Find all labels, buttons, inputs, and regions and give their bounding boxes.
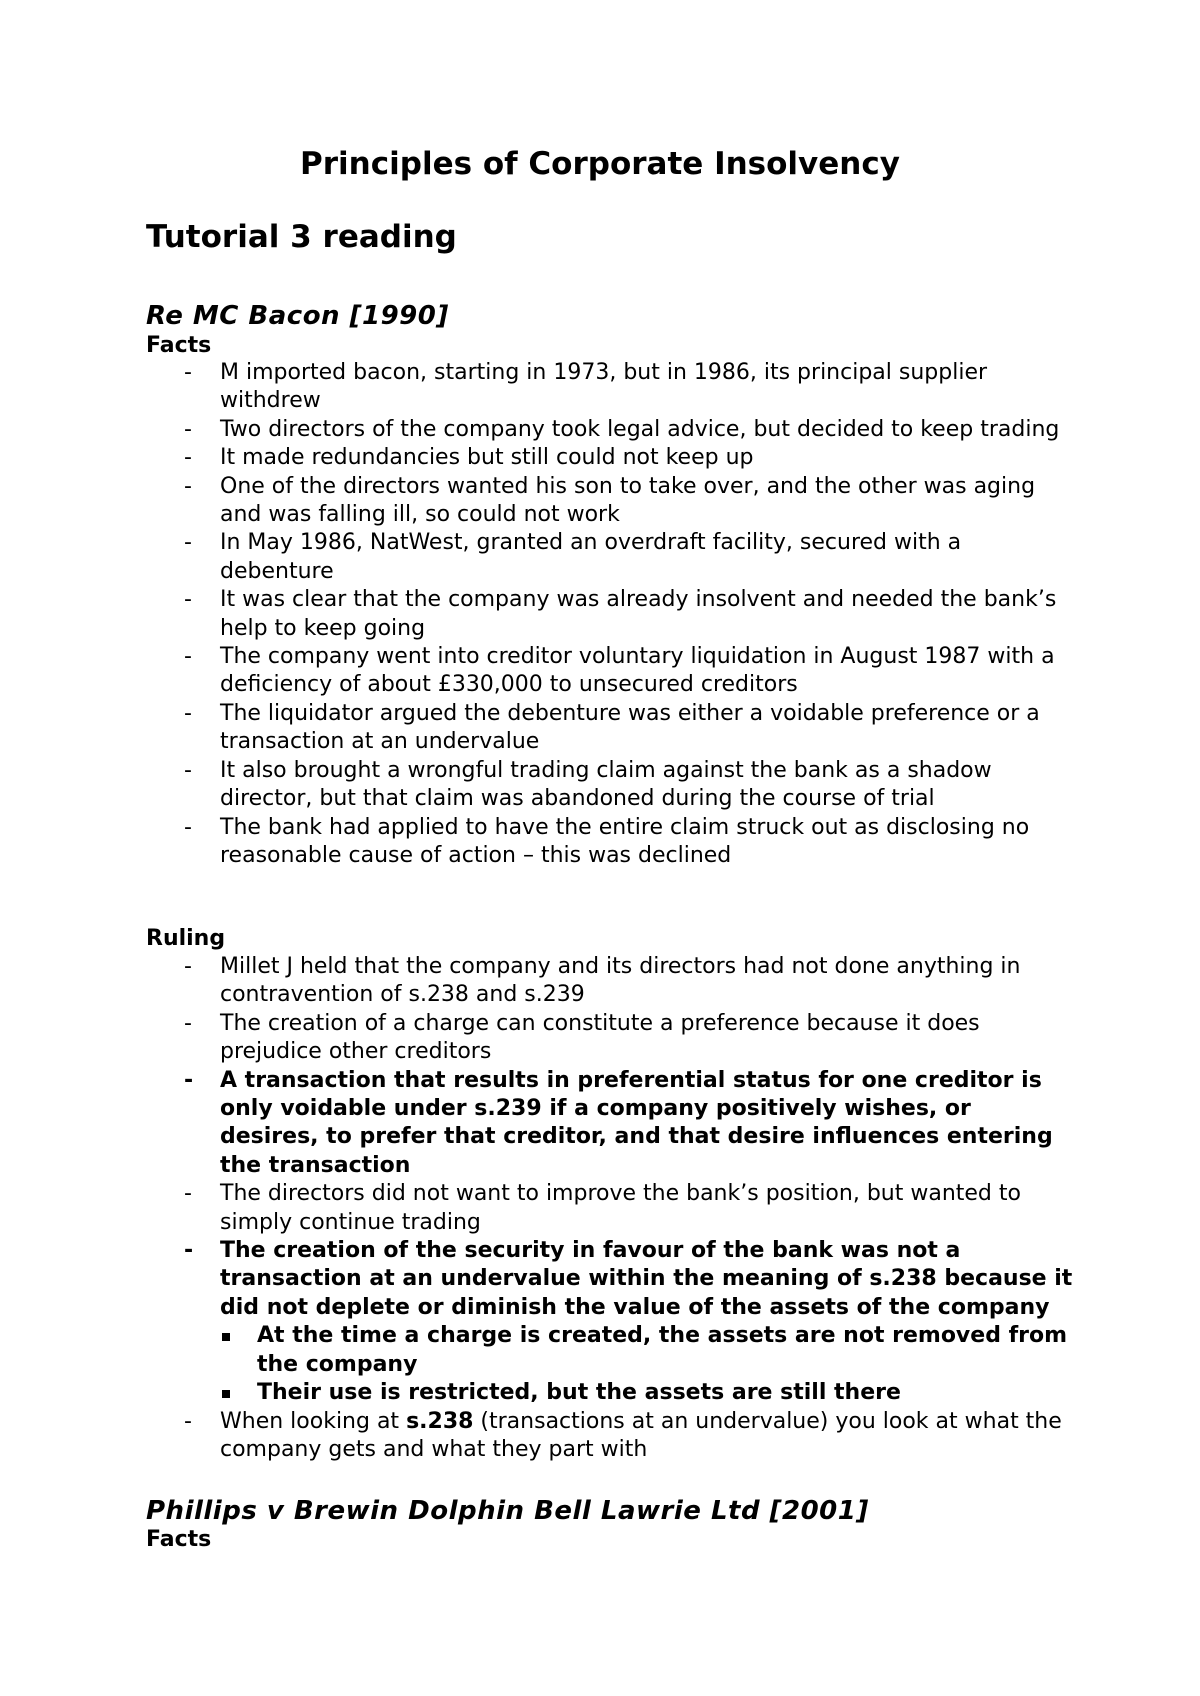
- list-item: - The creation of a charge can constitute a preference because it does prejudice other creditors: [146, 1010, 1076, 1067]
- list-item: - It was clear that the company was already insolvent and needed the bank’s help to keep going: [146, 586, 1076, 643]
- facts-label: Facts: [146, 1527, 212, 1552]
- list-item: - The liquidator argued the debenture was either a voidable preference or a transaction at an undervalue: [146, 700, 1076, 757]
- list-item: - It also brought a wrongful trading claim against the bank as a shadow director, but that claim was abandoned during the course of trial: [146, 757, 1076, 814]
- list-item: - Two directors of the company took legal advice, but decided to keep trading: [146, 416, 1076, 444]
- list-item: - The directors did not want to improve the bank’s position, but wanted to simply continue trading: [146, 1180, 1076, 1237]
- list-item: - The company went into creditor voluntary liquidation in August 1987 with a deficiency of about £330,000 to unsecured creditors: [146, 643, 1076, 700]
- list-item: - Millet J held that the company and its directors had not done anything in contravention of s.238 and s.239: [146, 953, 1076, 1010]
- list-item: - One of the directors wanted his son to take over, and the other was aging and was falling ill, so could not work: [146, 473, 1076, 530]
- document-title: Principles of Corporate Insolvency: [300, 146, 900, 182]
- list-item-text: (transactions at an undervalue) you look at what the company gets and what they part with: [220, 1408, 1062, 1462]
- list-item-text: When looking at: [220, 1408, 407, 1434]
- list-item-bold: s.238: [406, 1408, 474, 1434]
- list-item: - The bank had applied to have the entire claim struck out as disclosing no reasonable cause of action – this was declined: [146, 814, 1076, 871]
- list-item: - M imported bacon, starting in 1973, but in 1986, its principal supplier withdrew: [146, 359, 1076, 416]
- list-item: - It made redundancies but still could not keep up: [146, 444, 1076, 472]
- list-item: [146, 1237, 1076, 1407]
- list-item: [146, 1408, 1076, 1465]
- case-heading-mc-bacon: Re MC Bacon [1990]: [146, 301, 449, 331]
- list-item: - A transaction that results in preferential status for one creditor is only voidable under s.239 if a company positively wishes, or desires, to prefer that creditor, and that desire influences entering the transaction: [146, 1067, 1076, 1181]
- sub-list-item: Their use is restricted, but the assets are still there: [220, 1379, 1076, 1407]
- facts-list: [146, 359, 1076, 870]
- list-item-text: The creation of the security in favour of the bank was not a transaction at an undervalue within the meaning of s.238 because it did not deplete or diminish the value of the assets of the company: [220, 1238, 1073, 1320]
- ruling-list: [146, 953, 1076, 1464]
- sub-list: [220, 1322, 1076, 1407]
- document-subtitle: Tutorial 3 reading: [146, 219, 457, 255]
- ruling-label: Ruling: [146, 926, 226, 951]
- sub-list-item: At the time a charge is created, the assets are not removed from the company: [220, 1322, 1076, 1379]
- facts-label: Facts: [146, 333, 212, 358]
- case-heading-phillips: Phillips v Brewin Dolphin Bell Lawrie Ltd [2001]: [146, 1496, 869, 1526]
- list-item: - In May 1986, NatWest, granted an overdraft facility, secured with a debenture: [146, 529, 1076, 586]
